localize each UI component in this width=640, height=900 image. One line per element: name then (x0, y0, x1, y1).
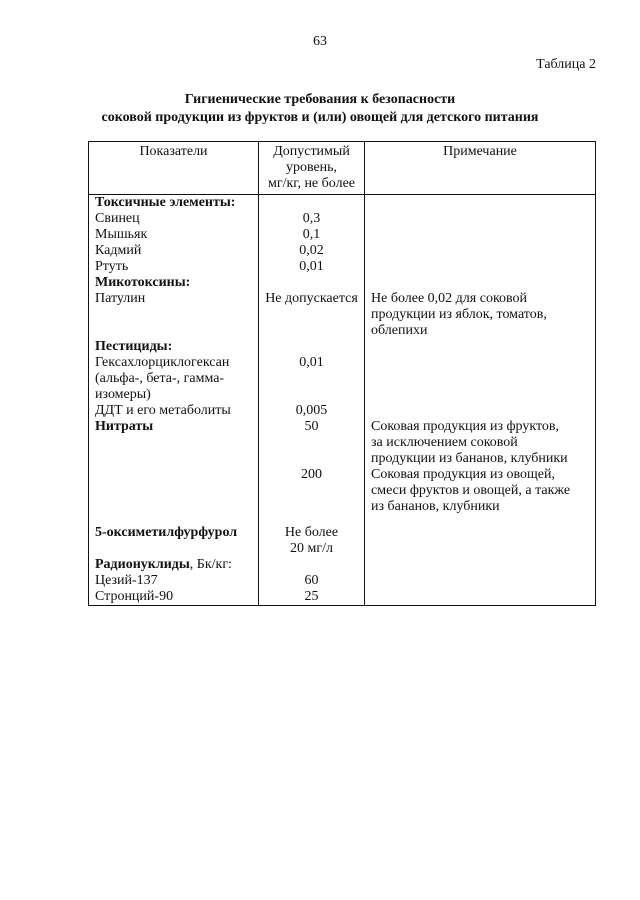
header-level (259, 142, 365, 195)
indicator-name: Свинец (89, 211, 259, 227)
indicator-value: 0,02 (259, 243, 365, 259)
table-header-row (89, 142, 596, 195)
indicator-value: 0,1 (259, 227, 365, 243)
table-label: Таблица 2 (536, 57, 596, 72)
note-line: из бананов, клубники (371, 499, 500, 514)
section-heading-pesticides: Пестициды: (89, 339, 259, 355)
indicator-value: 25 (259, 589, 365, 606)
section-heading-toxic: Токсичные элементы: (89, 195, 259, 212)
header-note: Примечание (365, 142, 596, 195)
indicator-value: Не допускается (259, 291, 365, 339)
indicator-name: Кадмий (89, 243, 259, 259)
indicator-value: 0,005 (259, 403, 365, 419)
header-level-line: Допустимый (273, 144, 350, 159)
note-line: смеси фруктов и овощей, а также (371, 483, 571, 498)
note-line: облепихи (371, 323, 428, 338)
table-row (89, 467, 596, 515)
indicator-name: Ртуть (89, 259, 259, 275)
table-row (89, 195, 596, 212)
indicator-name (89, 355, 259, 403)
table-row (89, 419, 596, 467)
requirements-table (88, 141, 596, 606)
indicator-name: ДДТ и его метаболиты (89, 403, 259, 419)
table-title (0, 91, 640, 127)
section-heading-mycotoxins: Микотоксины: (89, 275, 259, 291)
table-row (89, 259, 596, 275)
indicator-value: 50 (259, 419, 365, 467)
indicator-note (365, 419, 596, 467)
indicator-value: 200 (259, 467, 365, 515)
indicator-name: Патулин (89, 291, 259, 339)
indicator-name-line: Гексахлорциклогексан (95, 355, 230, 370)
table-row (89, 589, 596, 606)
header-level-line: уровень, (285, 160, 338, 175)
note-line: Соковая продукция из фруктов, (371, 419, 560, 434)
table-row (89, 339, 596, 355)
page-number: 63 (313, 34, 327, 49)
indicator-name: Мышьяк (89, 227, 259, 243)
indicator-note (365, 467, 596, 515)
indicator-value: 0,3 (259, 211, 365, 227)
table-row (89, 243, 596, 259)
title-line-1: Гигиенические требования к безопасности (184, 92, 456, 107)
table-row (89, 211, 596, 227)
indicator-note (365, 291, 596, 339)
indicator-name-hmf: 5-оксиметилфурфурол (89, 515, 259, 557)
table-row (89, 275, 596, 291)
note-line: Соковая продукция из овощей, (371, 467, 555, 482)
header-level-line: мг/кг, не более (267, 176, 355, 191)
title-line-2: соковой продукции из фруктов и (или) овощей для детского питания (101, 110, 539, 125)
indicator-name-line: (альфа-, бета-, гамма- (95, 371, 225, 386)
note-line: продукции из яблок, томатов, (371, 307, 547, 322)
table-row (89, 515, 596, 557)
value-line: Не более (284, 525, 339, 540)
section-heading-nitrates: Нитраты (89, 419, 259, 467)
section-heading-radionuclides (89, 557, 259, 573)
indicator-name-line: изомеры) (95, 387, 151, 402)
table-row (89, 227, 596, 243)
table-row (89, 557, 596, 573)
indicator-value: 60 (259, 573, 365, 589)
radionuclides-unit: , Бк/кг: (189, 557, 232, 572)
indicator-name: Стронций-90 (89, 589, 259, 606)
header-indicators: Показатели (89, 142, 259, 195)
indicator-value (259, 515, 365, 557)
value-line: 20 мг/л (290, 541, 333, 556)
indicator-value: 0,01 (259, 259, 365, 275)
table-row (89, 403, 596, 419)
indicator-value: 0,01 (259, 355, 365, 403)
radionuclides-label: Радионуклиды (95, 557, 190, 572)
table-row (89, 573, 596, 589)
table-row (89, 355, 596, 403)
note-line: за исключением соковой (371, 435, 518, 450)
note-line: продукции из бананов, клубники (371, 451, 568, 466)
note-line: Не более 0,02 для соковой (371, 291, 528, 306)
table-row (89, 291, 596, 339)
indicator-name: Цезий-137 (89, 573, 259, 589)
